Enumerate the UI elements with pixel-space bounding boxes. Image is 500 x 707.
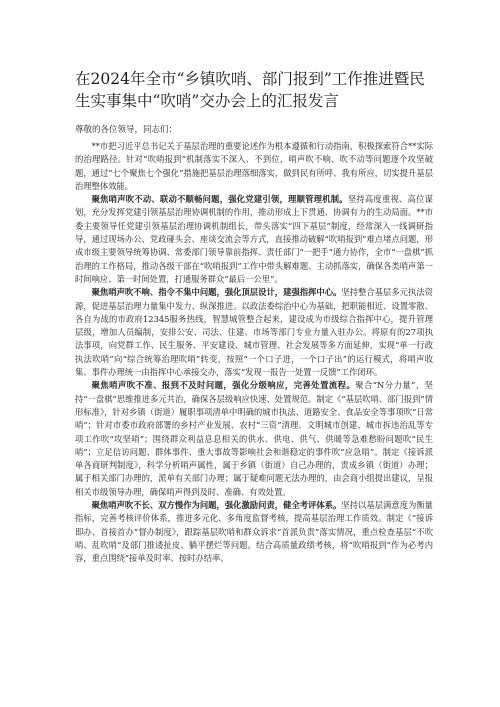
paragraph-lead: 聚焦哨声吹不准、报到不及时问题，强化分级响应，完善处置流程。: [91, 380, 356, 391]
paragraph-1: [75, 193, 433, 286]
document-title: 在2024年全市“乡镇吹哨、部门报到”工作推进暨民生实事集中“吹哨”交办会上的汇报发言: [75, 70, 425, 110]
paragraph-text: 坚持整合基层多元执法资源，促进基层治理力量集中发力、纵深推进。以政法委综治中心为基础，把职能相近、设置零散、各自为战的市政府12345服务热线，智慧城管整合起来，建设成为市级综合指挥中心，提升管理层级，增加人员编制，安排公安、司法、住建、市场等部门专业力量入驻办公。将原有的27项执法事项，向党群工作、民生服务、平安建设、城市管理、社会发展等多方面延伸，实现“单一行政执法吹哨”向“综合统筹治理吹哨”转变，按照“一个口子进，一个口子出”的运行模式，将哨声收集、事件办理统一由指挥中心承接交办，落实“发现一报告一处置一反馈”工作闭环。: [75, 287, 433, 378]
paragraph-2: [75, 286, 433, 379]
paragraph-3: [75, 379, 433, 499]
paragraph-4: [75, 499, 433, 565]
paragraph-lead: 聚焦哨声吹不动、联动不顺畅问题，强化党建引领，理顺管理机制。: [91, 194, 348, 205]
paragraph-text: 坚持以基层满意度为衡量指标，完善考核评价体系，推进多元化、多角度监督考核，提高基层治理工作质效。制定《“接诉即办、首接首办”督办制度》，跟踪基层吹哨和群众诉求“首派负责”落实情况，重点检查基层“不吹哨、乱吹哨”及部门推诿扯皮、躺平摆烂等问题。结合高质量政绩考核，将“吹哨报到”作为必考内容，重点围绕“接单及时率、按时办结率、: [75, 500, 433, 564]
paragraph-lead: 聚焦哨声吹不长、双方慢作为问题，强化激励问责，健全考评体系。: [91, 500, 342, 511]
document-body: [75, 140, 433, 566]
paragraph-text: 坚持高度重视、高位谋划，充分发挥党建引领基层治理协调机制的作用，推动形成上下贯通、协调有力的生动局面。**市委主要领导任党建引领基层治理协调机制组长，带头落实“四下基层”制度，经常深入一线调研指导，通过现场办公、党政碰头会、座谈交流会等方式，直接推动破解“吹哨报到”难点堵点问题，形成市级主要领导统筹协调、常委部门领导靠前指挥、责任部门“一把手”通力协作，全市“一盘棋”抓治理的工作格局，推动各级干部在“吹哨报到”工作中带头解难题、主动抓落实，确保各类哨声第一时间响应、第一时间处置，打通服务群众“最后一公里”。: [75, 194, 433, 284]
paragraph-lead: 聚焦哨声吹不响、指令不集中问题，强化顶层设计，建强指挥中心。: [91, 287, 342, 298]
paragraph-text: 聚合“N分力量”，坚持“一盘棋”思维推进多元共治，确保各层级响应快速、处置规范。制定《“基层吹哨、部门报到”情形标准》，针对乡镇（街道）履职事项清单中明确的城市执法、道路安全、食品安全等事项吹“日常哨”；针对市委市政府部署的乡村产业发展、农村“三资”清理、文明城市创建、城市拆违治乱等专项工作吹“攻坚哨”；围绕群众利益息息相关的供水、供电、供气、供暖等急难愁盼问题吹“民生哨”；立足信访问题、群体事件、重大事故等影响社会和谐稳定的事件吹“应急哨”。制定《接诉派单各商研判制度》，科学分析哨声属性，属于乡镇（街道）自己办理的，责成乡镇（街道）办理；属于相关部门办理的，派单有关部门办理；属于疑难问题无法办理的，由会商小组提出建议，呈报相关市级领导办理，确保哨声得到及时、准确、有效处置。: [75, 380, 433, 497]
paragraph-text: **市把习近平总书记关于基层治理的重要论述作为根本遵循和行动指南，积极探索符合**实际的治理路径。针对“吹哨报到”机制落实不深入、不到位，哨声吹不响、吹不动等问题逐个攻坚破题，通过“七个聚焦七个强化”措施把基层治理落细落实，做到民有所呼、我有所应，切实提升基层治理整体效能。: [75, 141, 433, 191]
salutation: 尊敬的各位领导，同志们：: [75, 125, 178, 135]
paragraph-intro: [75, 140, 433, 193]
